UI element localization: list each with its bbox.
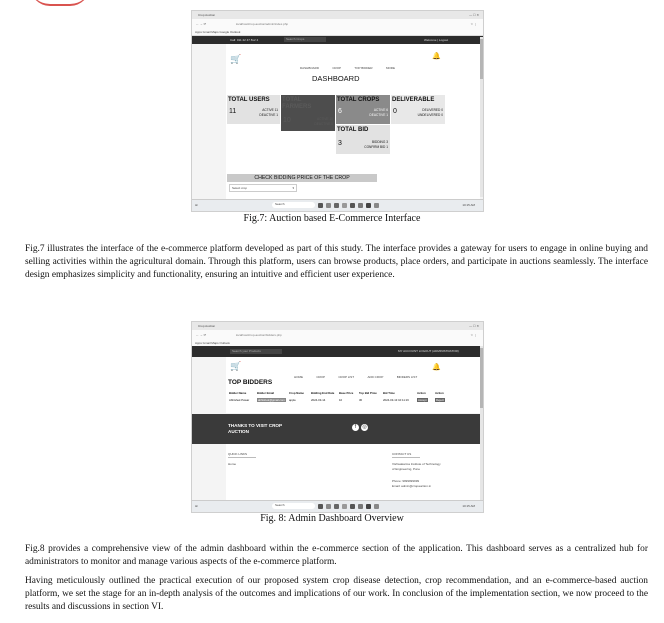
taskbar-search[interactable]: Search: [272, 202, 315, 208]
top-decoration: [30, 0, 90, 6]
taskbar-app-icon[interactable]: [326, 504, 331, 509]
total-crops-active: ACTIVE 6: [373, 108, 388, 112]
taskbar-app-icon[interactable]: [366, 504, 371, 509]
scroll-thumb[interactable]: [480, 348, 483, 408]
taskbar-search[interactable]: Search: [272, 503, 315, 509]
menu-home[interactable]: HOME: [294, 375, 303, 379]
menu-bidders-list[interactable]: BIDDERS LIST: [396, 375, 418, 379]
scroll-thumb[interactable]: [480, 39, 483, 79]
window-controls[interactable]: — ☐ ✕: [469, 324, 479, 328]
check-bidding-title: CHECK BIDDING PRICE OF THE CROP: [227, 174, 377, 182]
site-footer: [226, 444, 480, 501]
site-main: [226, 357, 480, 413]
taskbar: [192, 500, 483, 512]
bookmarks[interactable]: Apps Gmail Maps Google Outlook: [195, 30, 241, 34]
bookmarks-bar: [192, 28, 483, 36]
browser-tab[interactable]: Crop Auction: [198, 13, 216, 17]
fig8-caption: Fig. 8: Admin Dashboard Overview: [260, 513, 404, 524]
clock: 10:15 AM: [462, 203, 475, 207]
contact-phone: Phone: 9999999999: [392, 479, 420, 483]
browser-actions-icon[interactable]: ☆ ⋮: [470, 22, 477, 26]
total-users-card[interactable]: [227, 95, 280, 124]
browser-tab[interactable]: Crop Auction: [198, 324, 216, 328]
cell-bid-time: 2024-03-13 10:11:16: [383, 398, 409, 402]
taskbar-app-icon[interactable]: [334, 504, 339, 509]
total-bid-confirm: CONFIRM BID 1: [364, 145, 388, 149]
bell-icon[interactable]: 🔔: [432, 53, 441, 60]
windows-icon[interactable]: ⊞: [195, 203, 198, 207]
total-users-count: 11: [229, 108, 237, 115]
taskbar-app-icon[interactable]: [334, 203, 339, 208]
deliverable-title: DELIVERABLE: [392, 97, 435, 103]
cell-base-price: 10: [339, 398, 343, 402]
bookmarks[interactable]: Apps Gmail Maps Outlook: [195, 341, 230, 345]
windows-icon[interactable]: ⊞: [195, 504, 198, 508]
fig7-screenshot: [191, 10, 484, 212]
browser-tab-bar: [192, 11, 483, 19]
crop-select-value: Select crop: [232, 186, 248, 190]
reject-button[interactable]: Reject: [436, 398, 444, 402]
table-header-row: [228, 390, 452, 397]
facebook-icon[interactable]: f: [352, 424, 359, 431]
total-bid-count: 3: [338, 140, 342, 147]
account-links[interactable]: Welcome | Logout: [424, 38, 449, 42]
thanks-text: THANKS TO VISIT CROP AUCTION: [228, 423, 282, 434]
total-crops-title: TOTAL CROPS: [337, 97, 380, 103]
column-header: Bid Time: [383, 391, 395, 395]
crop-select[interactable]: [229, 184, 297, 192]
address-bar: [192, 19, 483, 28]
window-controls[interactable]: — ☐ ✕: [469, 13, 479, 17]
deliverable-delivered: DELIVERED 0: [422, 108, 443, 112]
taskbar-app-icon[interactable]: [318, 504, 323, 509]
total-bid-card[interactable]: [336, 125, 390, 154]
total-farmers-count: 10: [283, 117, 291, 124]
footer-link-home[interactable]: Home: [228, 462, 237, 466]
total-crops-count: 6: [338, 108, 342, 115]
contact-line: Vishwakarma Institute of Technology: [392, 462, 441, 466]
cell-top-bid: 30: [359, 398, 363, 402]
footer-rule: [228, 457, 256, 458]
taskbar-app-icon[interactable]: [350, 504, 355, 509]
chevron-down-icon: ▾: [292, 186, 294, 190]
column-header: Bidder Name: [229, 391, 247, 395]
deliverable-count: 0: [393, 108, 397, 115]
total-crops-card[interactable]: [336, 95, 390, 124]
total-farmers-title: TOTAL FARMERS: [282, 97, 312, 110]
deliverable-card[interactable]: [391, 95, 445, 124]
top-bidders-heading: TOP BIDDERS: [228, 379, 273, 386]
menu-dashboard[interactable]: DASHBOARD: [300, 66, 320, 70]
bell-icon[interactable]: 🔔: [432, 364, 441, 371]
cell-end-date: 2024-03-14: [311, 398, 326, 402]
fig7-caption: Fig.7: Auction based E-Commerce Interface: [243, 213, 421, 224]
column-header: Action: [435, 391, 444, 395]
cell-accept: [416, 397, 434, 404]
dashboard-heading: DASHBOARD: [312, 74, 360, 83]
cell-bidder-name: Abhishek Pawar: [229, 398, 250, 402]
taskbar-app-icon[interactable]: [366, 203, 371, 208]
total-users-deactive: DEACTIVE 1: [259, 113, 278, 117]
browser-tab-bar: [192, 322, 483, 330]
taskbar-app-icon[interactable]: [342, 504, 347, 509]
cell-crop-name: apple: [289, 398, 296, 402]
column-header: Bidding End Date: [311, 391, 335, 395]
taskbar: [192, 199, 483, 211]
taskbar-app-icon[interactable]: [342, 203, 347, 208]
contact-title: CONTACT US: [392, 452, 412, 456]
page-scrollbar[interactable]: [480, 346, 483, 501]
quick-links-title: QUICK LINKS: [228, 452, 248, 456]
clock: 10:15 AM: [462, 504, 475, 508]
total-users-title: TOTAL USERS: [228, 97, 270, 103]
browser-actions-icon[interactable]: ☆ ⋮: [470, 333, 477, 337]
accept-button[interactable]: Accept: [418, 398, 427, 402]
table-row: [228, 397, 452, 404]
menu-more[interactable]: MORE: [385, 66, 395, 70]
contact-email: Email: admin@cropauction.in: [392, 484, 432, 488]
menu-crop[interactable]: CROP: [332, 66, 342, 70]
total-farmers-deactive: DEACTIVE 0: [314, 122, 333, 126]
search-input[interactable]: Search your Products: [230, 349, 282, 354]
cell-reject: [434, 397, 452, 404]
column-header: Base Price: [339, 391, 354, 395]
total-bid-title: TOTAL BID: [337, 127, 369, 133]
url-field[interactable]: localhost/crop-auction/bidders.php: [236, 333, 282, 337]
site-logo-icon: 🛒: [230, 361, 242, 371]
site-logo-icon: 🛒: [230, 54, 242, 64]
email-pill: abhishek@gmail.com: [258, 398, 285, 402]
nav-arrows-icon[interactable]: ← → ⟳: [196, 22, 207, 26]
nav-arrows-icon[interactable]: ← → ⟳: [196, 333, 207, 337]
main-menu: [300, 56, 395, 74]
taskbar-app-icon[interactable]: [358, 203, 363, 208]
paragraph-fig7: Fig.7 illustrates the interface of the e-commerce platform developed as part of this study. The interface provides a gateway for users to engage in online buying and selling activities within the agricultural domain. Through this platform, users can browse products, place orders, and participate in auctions seamlessly. The interface design emphasizes simplicity and functionality, ensuring an intuitive and efficient user experience.: [25, 244, 648, 281]
page-scrollbar[interactable]: [480, 37, 483, 197]
total-users-active: ACTIVE 11: [262, 108, 278, 112]
paragraph-fig8: Fig.8 provides a comprehensive view of the admin dashboard within the e-commerce section of the application. This dashboard serves as a centralized hub for administrators to monitor and manage various aspects of the e-commerce platform.: [25, 544, 648, 568]
search-input[interactable]: Search Crops: [284, 37, 326, 42]
column-header: Bidder Email: [257, 391, 275, 395]
account-links[interactable]: MY ACCOUNT LOGOUT (ADMINISTRATOR): [398, 349, 459, 353]
column-header: Top Bid Price: [359, 391, 377, 395]
instagram-icon[interactable]: ◎: [362, 424, 367, 430]
paragraph-conclusion: Having meticulously outlined the practical execution of our proposed system crop disease detection, crop recommendation, and an e-commerce-based auction platform, we set the stage for an in-depth analysis of the outcomes and implications of our work. In conclusion of the implementation section, we now proceed to the results and discussions in section VI.: [25, 576, 648, 613]
column-header: Crop Name: [289, 391, 304, 395]
deliverable-undelivered: UNDELIVERED 0: [417, 113, 443, 117]
taskbar-app-icon[interactable]: [358, 504, 363, 509]
menu-add-crop[interactable]: ADD CROP: [367, 375, 384, 379]
taskbar-app-icon[interactable]: [318, 203, 323, 208]
menu-top-bidder[interactable]: TOP BIDDER: [354, 66, 373, 70]
menu-crop-list[interactable]: CROP LIST: [338, 375, 355, 379]
taskbar-app-icon[interactable]: [374, 203, 379, 208]
bidders-table: [228, 390, 452, 404]
contact-text: Call: 011 22 47 8x2 4: [230, 38, 259, 42]
main-menu: [294, 365, 417, 383]
footer-rule: [392, 457, 420, 458]
total-bid-bidding: BIDDING 3: [372, 140, 388, 144]
taskbar-app-icon[interactable]: [326, 203, 331, 208]
taskbar-app-icon[interactable]: [350, 203, 355, 208]
total-farmers-active: ACTIVE 10: [317, 117, 333, 121]
site-topbar: [192, 346, 483, 357]
total-farmers-card[interactable]: [281, 95, 335, 131]
total-crops-deactive: DEACTIVE 1: [369, 113, 388, 117]
taskbar-app-icon[interactable]: [374, 504, 379, 509]
column-header: Action: [417, 391, 426, 395]
cell-bidder-email: [256, 397, 288, 404]
url-field[interactable]: localhost/crop-auction/admin/index.php: [236, 22, 289, 26]
address-bar: [192, 330, 483, 339]
fig8-screenshot: [191, 321, 484, 513]
menu-crop[interactable]: CROP: [316, 375, 326, 379]
contact-line: of Engineering, Pune: [392, 467, 421, 471]
thanks-banner: [192, 414, 480, 444]
site-topbar: [192, 36, 483, 44]
